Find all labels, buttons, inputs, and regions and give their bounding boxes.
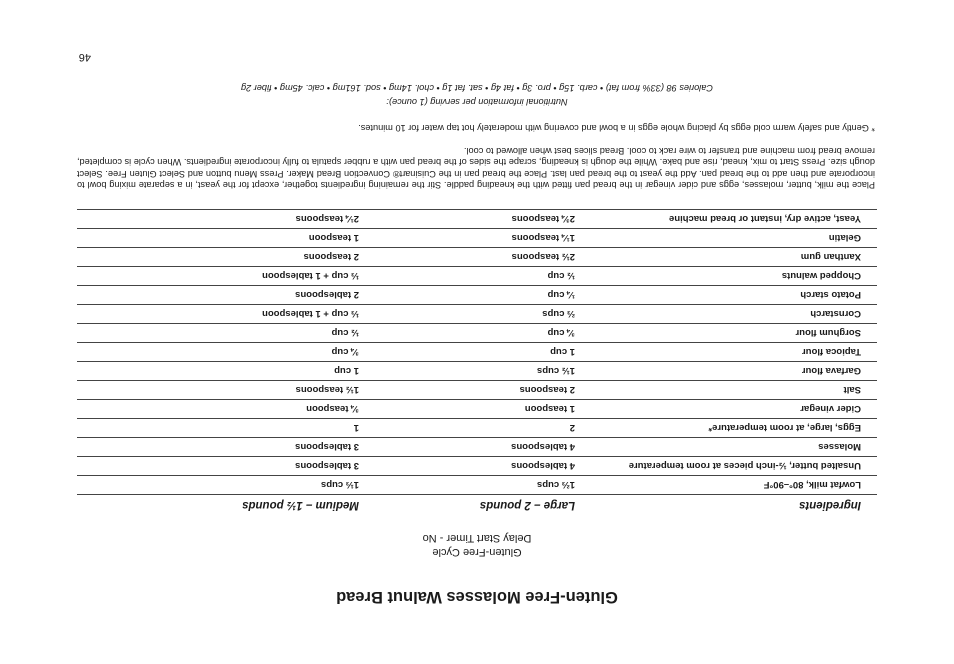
ingredient-cell: Potato starch: [591, 286, 877, 305]
ingredient-cell: Xanthan gum: [591, 248, 877, 267]
ingredient-cell: Tapioca flour: [591, 343, 877, 362]
table-row: [77, 419, 877, 438]
large-amount-cell: 2: [375, 419, 591, 438]
large-amount-cell: ¾ cup: [375, 324, 591, 343]
ingredient-cell: Chopped walnuts: [591, 267, 877, 286]
page-number: 46: [78, 51, 91, 63]
nutrition-values: Calories 98 (33% from fat) • carb. 15g • pro. 3g • fat 4g • sat. fat 1g • chol. 14mg • sod. 161mg • calc. 45mg • fiber 2g: [240, 83, 714, 93]
header-large: Large – 2 pounds: [375, 495, 591, 516]
large-amount-cell: ⅔ cups: [375, 305, 591, 324]
table-row: [77, 362, 877, 381]
large-amount-cell: 1½ cups: [375, 362, 591, 381]
table-row: [77, 457, 877, 476]
large-amount-cell: ¼ cup: [375, 286, 591, 305]
egg-footnote: * Gently and safely warm cold eggs by placing whole eggs in a bowl and covering with moderately hot tap water for 10 minutes.: [358, 123, 875, 133]
medium-amount-cell: 1 cup: [77, 362, 375, 381]
medium-amount-cell: ⅓ cup + 1 tablespoon: [77, 267, 375, 286]
large-amount-cell: 2¾ teaspoons: [375, 210, 591, 229]
ingredient-cell: Gelatin: [591, 229, 877, 248]
large-amount-cell: 1⅔ cups: [375, 476, 591, 495]
large-amount-cell: 1 cup: [375, 343, 591, 362]
table-row: [77, 229, 877, 248]
table-row: [77, 286, 877, 305]
large-amount-cell: 4 tablespoons: [375, 457, 591, 476]
ingredient-cell: Cider vinegar: [591, 400, 877, 419]
medium-amount-cell: 1⅓ cups: [77, 476, 375, 495]
medium-amount-cell: ¾ cup: [77, 343, 375, 362]
large-amount-cell: 2 teaspoons: [375, 381, 591, 400]
table-row: [77, 381, 877, 400]
table-row: [77, 438, 877, 457]
ingredient-cell: Sorghum flour: [591, 324, 877, 343]
table-row: [77, 400, 877, 419]
ingredient-cell: Yeast, active dry, instant or bread machine: [591, 210, 877, 229]
ingredient-cell: Molasses: [591, 438, 877, 457]
medium-amount-cell: 3 tablespoons: [77, 457, 375, 476]
header-medium: Medium – 1½ pounds: [77, 495, 375, 516]
delay-timer-note: Delay Start Timer - No: [422, 532, 532, 544]
ingredient-cell: Cornstarch: [591, 305, 877, 324]
ingredient-cell: Eggs, large, at room temperature*: [591, 419, 877, 438]
medium-amount-cell: 3 tablespoons: [77, 438, 375, 457]
table-row: [77, 267, 877, 286]
recipe-title: Gluten-Free Molasses Walnut Bread: [336, 588, 618, 606]
medium-amount-cell: 1 teaspoon: [77, 229, 375, 248]
medium-amount-cell: ½ cup: [77, 324, 375, 343]
large-amount-cell: 4 tablespoons: [375, 438, 591, 457]
ingredients-table-body: [77, 210, 877, 495]
table-row: [77, 210, 877, 229]
large-amount-cell: 1¼ teaspoons: [375, 229, 591, 248]
table-row: [77, 324, 877, 343]
header-ingredients: Ingredients: [591, 495, 877, 516]
nutrition-heading: Nutritional information per serving (1 ounce):: [386, 97, 568, 107]
medium-amount-cell: ¾ teaspoon: [77, 400, 375, 419]
medium-amount-cell: 1½ teaspoons: [77, 381, 375, 400]
table-row: [77, 343, 877, 362]
table-header-row: [77, 495, 877, 516]
large-amount-cell: 2½ teaspoons: [375, 248, 591, 267]
ingredient-cell: Unsalted butter, ½-inch pieces at room temperature: [591, 457, 877, 476]
ingredient-cell: Garfava flour: [591, 362, 877, 381]
medium-amount-cell: ⅓ cup + 1 tablespoon: [77, 305, 375, 324]
instructions-text: Place the milk, butter, molasses, eggs and cider vinegar in the bread pan fitted with the kneading paddle. Stir the remaining ingredients together, except for the yeast, in a separate mixing bowl to incorporate and then add to the bread pan. Add the yeast to the bread pan last. Place the bread pan in the Cuisinart® Convection Bread Maker. Press Menu button and Select Gluten Free. Select dough size. Press Start to mix, knead, rise and bake. While the dough is kneading, scrape the sides of the bread pan with a rubber spatula to fully incorporate ingredients. When cycle is completed, remove bread from machine and transfer to wire rack to cool. Bread slices best when allowed to cool.: [77, 146, 875, 190]
medium-amount-cell: 2 tablespoons: [77, 286, 375, 305]
cycle-name: Gluten-Free Cycle: [432, 546, 522, 558]
table-row: [77, 476, 877, 495]
ingredient-cell: Lowfat milk, 80°–90°F: [591, 476, 877, 495]
ingredient-cell: Salt: [591, 381, 877, 400]
medium-amount-cell: 2¼ teaspoons: [77, 210, 375, 229]
large-amount-cell: ½ cup: [375, 267, 591, 286]
table-row: [77, 305, 877, 324]
medium-amount-cell: 2 teaspoons: [77, 248, 375, 267]
table-row: [77, 248, 877, 267]
medium-amount-cell: 1: [77, 419, 375, 438]
ingredients-table: [77, 209, 877, 515]
large-amount-cell: 1 teaspoon: [375, 400, 591, 419]
